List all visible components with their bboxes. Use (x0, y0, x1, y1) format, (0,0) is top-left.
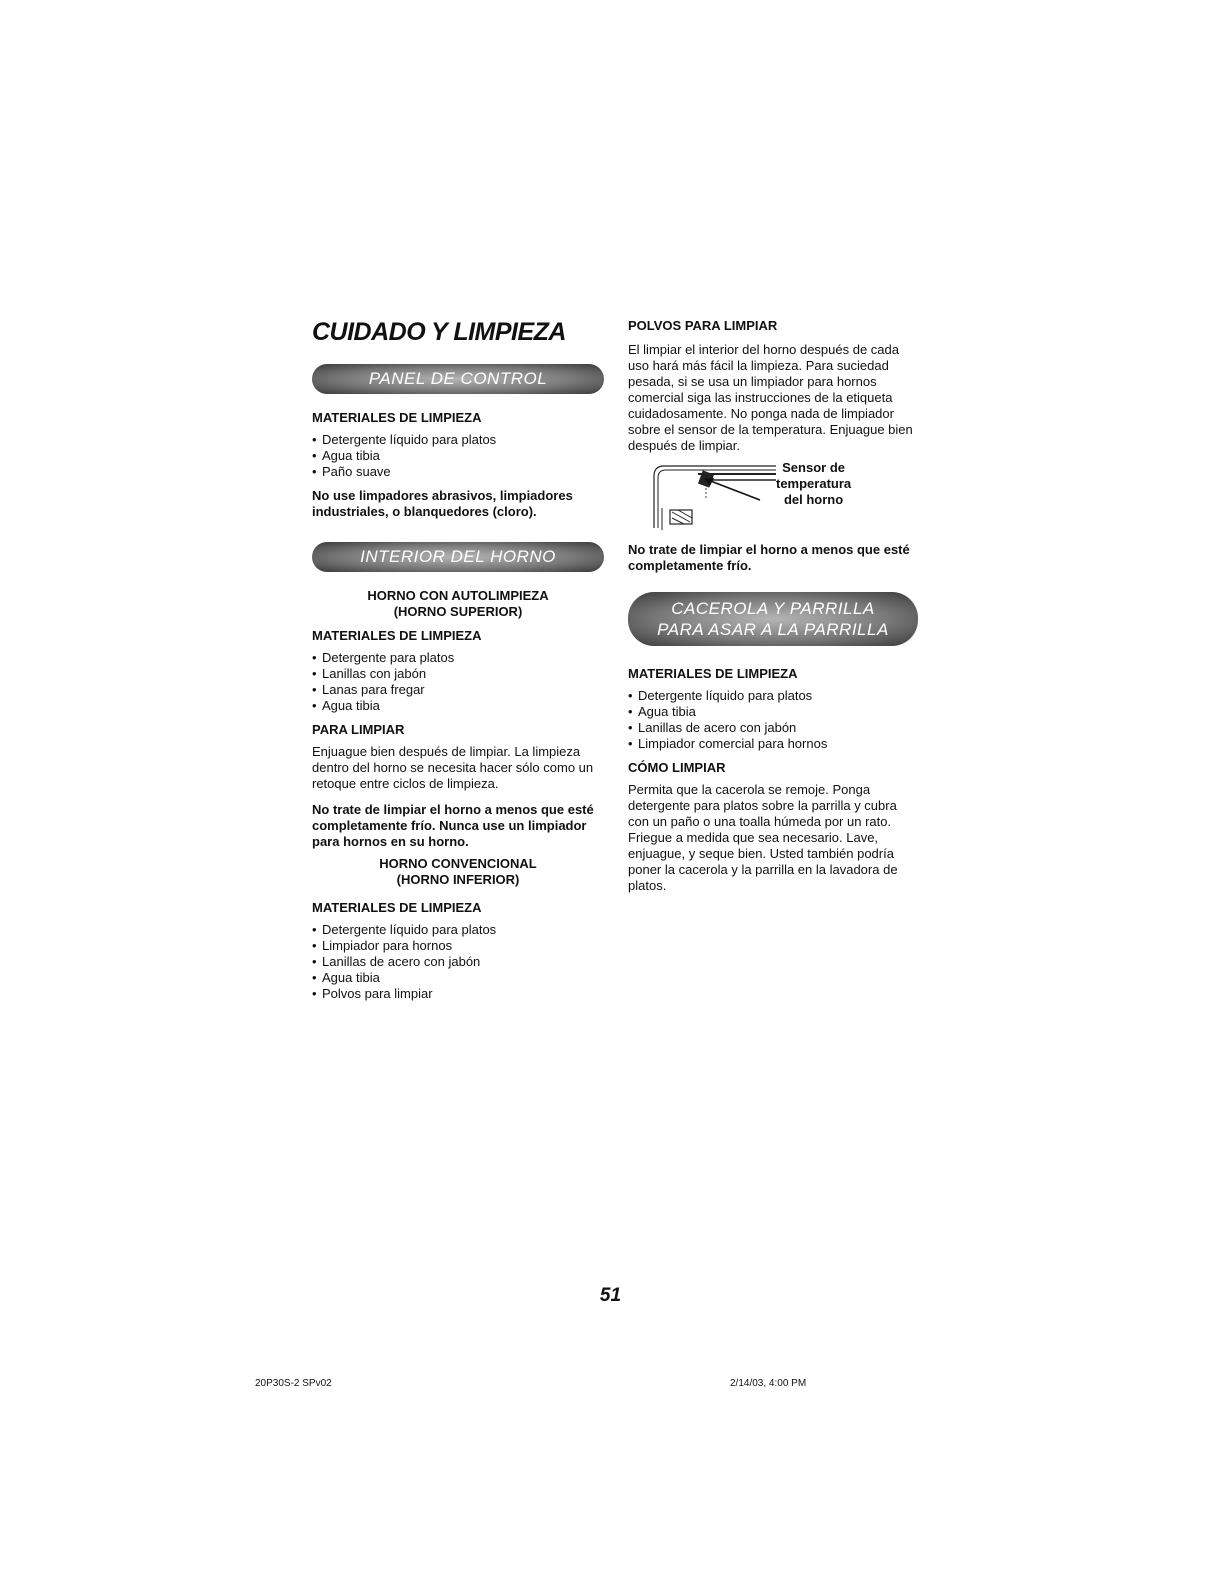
list-item: • Limpiador comercial para hornos (628, 736, 918, 752)
list-item: • Lanillas de acero con jabón (312, 954, 604, 970)
powder-text: El limpiar el interior del horno después de cada uso hará más fácil la limpieza. Para suciedad pesada, si se usa un limpiador para hornos comercial siga las instrucciones de la etiqueta cuidadosamente. No ponga nada de limpiador sobre el sensor de la temperatura. Enjuague bien después de limpiar. (628, 342, 913, 453)
self-clean-title-line1: HORNO CON AUTOLIMPIEZA (367, 588, 549, 603)
list-item: • Limpiador para hornos (312, 938, 604, 954)
banner-broiler-line2: PARA ASAR A LA PARRILLA (657, 620, 889, 639)
list-item: • Agua tibia (312, 448, 604, 464)
doc-code: 20P30S-2 SPv02 (255, 1378, 332, 1389)
broiler-how-text: Permita que la cacerola se remoje. Ponga detergente para platos sobre la parrilla y cubra con un paño o una toalla húmeda por un rato. Friegue a medida que sea necesario. Lave, enjuague, y seque bien. Usted también podría poner la cacerola y la parrilla en la lavadora de platos. (628, 782, 898, 893)
list-item: • Lanillas con jabón (312, 666, 604, 682)
conventional-title-line2: (HORNO INFERIOR) (396, 872, 520, 887)
banner-broiler-line1: CACEROLA Y PARRILLA (671, 599, 875, 618)
sensor-illustration (628, 458, 918, 534)
list-item: • Agua tibia (312, 970, 604, 986)
broiler-how-heading: CÓMO LIMPIAR (628, 760, 726, 775)
self-clean-how-heading: PARA LIMPIAR (312, 722, 405, 737)
list-item: • Lanas para fregar (312, 682, 604, 698)
broiler-materials-list (628, 688, 918, 752)
conventional-materials-heading: MATERIALES DE LIMPIEZA (312, 900, 482, 915)
list-item: • Detergente líquido para platos (312, 432, 604, 448)
banner-broiler-pan (628, 592, 918, 646)
temperature-sensor-icon (648, 458, 778, 534)
page-title: CUIDADO Y LIMPIEZA (312, 318, 566, 346)
powder-heading: POLVOS PARA LIMPIAR (628, 318, 778, 333)
list-item: • Polvos para limpiar (312, 986, 604, 1002)
panel-materials-heading: MATERIALES DE LIMPIEZA (312, 410, 482, 425)
self-clean-how-text: Enjuague bien después de limpiar. La limpieza dentro del horno se necesita hacer sólo como un retoque entre ciclos de limpieza. (312, 744, 594, 791)
panel-warning: No use limpadores abrasivos, limpiadores industriales, o blanquedores (cloro). (312, 488, 573, 519)
broiler-materials-heading: MATERIALES DE LIMPIEZA (628, 666, 798, 681)
list-item: • Lanillas de acero con jabón (628, 720, 918, 736)
conventional-materials-list (312, 922, 604, 1002)
self-clean-materials-list (312, 650, 604, 714)
print-date: 2/14/03, 4:00 PM (730, 1378, 807, 1389)
self-clean-materials-heading: MATERIALES DE LIMPIEZA (312, 628, 482, 643)
sensor-label-line2: temperatura (776, 476, 852, 491)
sensor-label (776, 460, 851, 508)
left-column (312, 318, 604, 1010)
list-item: • Agua tibia (312, 698, 604, 714)
list-item: • Detergente para platos (312, 650, 604, 666)
list-item: • Detergente líquido para platos (628, 688, 918, 704)
banner-oven-interior: INTERIOR DEL HORNO (312, 542, 604, 572)
page-number: 51 (599, 1285, 622, 1306)
panel-materials-list (312, 432, 604, 480)
sensor-label-line1: Sensor de (782, 460, 845, 475)
list-item: • Detergente líquido para platos (312, 922, 604, 938)
sensor-label-line3: del horno (783, 492, 844, 507)
conventional-title (312, 856, 604, 888)
banner-control-panel: PANEL DE CONTROL (312, 364, 604, 394)
self-clean-title-line2: (HORNO SUPERIOR) (393, 604, 523, 619)
conventional-title-line1: HORNO CONVENCIONAL (379, 856, 537, 871)
self-clean-title (312, 588, 604, 620)
list-item: • Paño suave (312, 464, 604, 480)
list-item: • Agua tibia (628, 704, 918, 720)
self-clean-warning: No trate de limpiar el horno a menos que esté completamente frío. Nunca use un limpiador para hornos en su horno. (312, 802, 594, 849)
right-column (628, 318, 918, 904)
right-warning: No trate de limpiar el horno a menos que esté completamente frío. (628, 542, 910, 573)
